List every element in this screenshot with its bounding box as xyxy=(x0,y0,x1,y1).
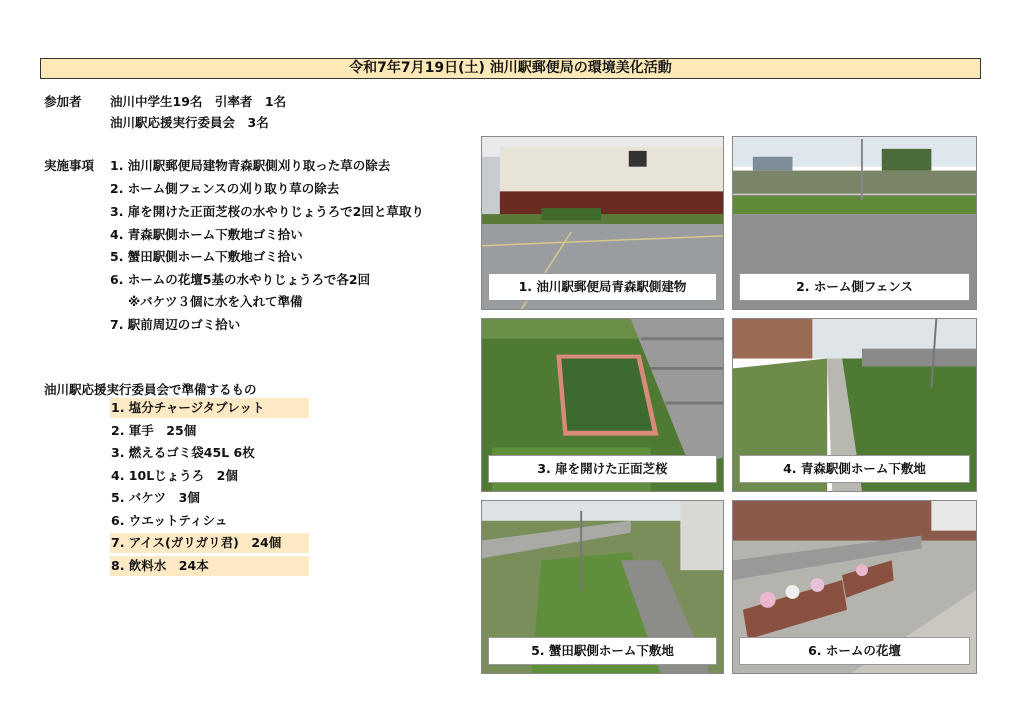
prep-heading: 油川駅応援実行委員会で準備するもの xyxy=(44,382,257,397)
photo-kanita-side xyxy=(481,500,724,674)
photo-caption: 6. ホームの花壇 xyxy=(739,637,970,665)
task-item: 3. 扉を開けた正面芝桜の水やりじょうろで2回と草取り xyxy=(110,204,424,219)
prep-item: 8. 飲料水 24本 xyxy=(110,556,309,576)
participants-label: 参加者 xyxy=(44,94,82,109)
page-title: 令和7年7月19日(土) 油川駅郵便局の環境美化活動 xyxy=(40,58,981,79)
photo-building xyxy=(481,136,724,310)
photo-shibazakura xyxy=(481,318,724,492)
photo-caption: 5. 蟹田駅側ホーム下敷地 xyxy=(488,637,717,665)
participants-line-2: 油川駅応援実行委員会 3名 xyxy=(110,115,269,130)
prep-item: 6. ウエットティシュ xyxy=(111,513,228,528)
photo-caption: 1. 油川駅郵便局青森駅側建物 xyxy=(488,273,717,301)
prep-item: 7. アイス(ガリガリ君) 24個 xyxy=(110,533,309,553)
prep-item: 4. 10Lじょうろ 2個 xyxy=(111,468,238,483)
prep-item: 2. 軍手 25個 xyxy=(111,423,197,438)
photo-planters xyxy=(732,500,977,674)
prep-item: 3. 燃えるゴミ袋45L 6枚 xyxy=(111,445,255,460)
photo-fence xyxy=(732,136,977,310)
prep-item: 1. 塩分チャージタブレット xyxy=(110,398,309,418)
participants-line-1: 油川中学生19名 引率者 1名 xyxy=(110,94,287,109)
task-item: 2. ホーム側フェンスの刈り取り草の除去 xyxy=(110,181,340,196)
photo-caption: 2. ホーム側フェンス xyxy=(739,273,970,301)
task-note: ※バケツ３個に水を入れて準備 xyxy=(128,294,303,309)
task-item: 4. 青森駅側ホーム下敷地ゴミ拾い xyxy=(110,227,303,242)
task-item: 7. 駅前周辺のゴミ拾い xyxy=(110,317,241,332)
photo-caption: 4. 青森駅側ホーム下敷地 xyxy=(739,455,970,483)
photo-aomori-side xyxy=(732,318,977,492)
prep-item: 5. バケツ 3個 xyxy=(111,490,200,505)
photo-caption: 3. 扉を開けた正面芝桜 xyxy=(488,455,717,483)
tasks-label: 実施事項 xyxy=(44,158,95,173)
task-item: 5. 蟹田駅側ホーム下敷地ゴミ拾い xyxy=(110,249,303,264)
task-item: 6. ホームの花壇5基の水やりじょうろで各2回 xyxy=(110,272,371,287)
task-item: 1. 油川駅郵便局建物青森駅側刈り取った草の除去 xyxy=(110,158,391,173)
